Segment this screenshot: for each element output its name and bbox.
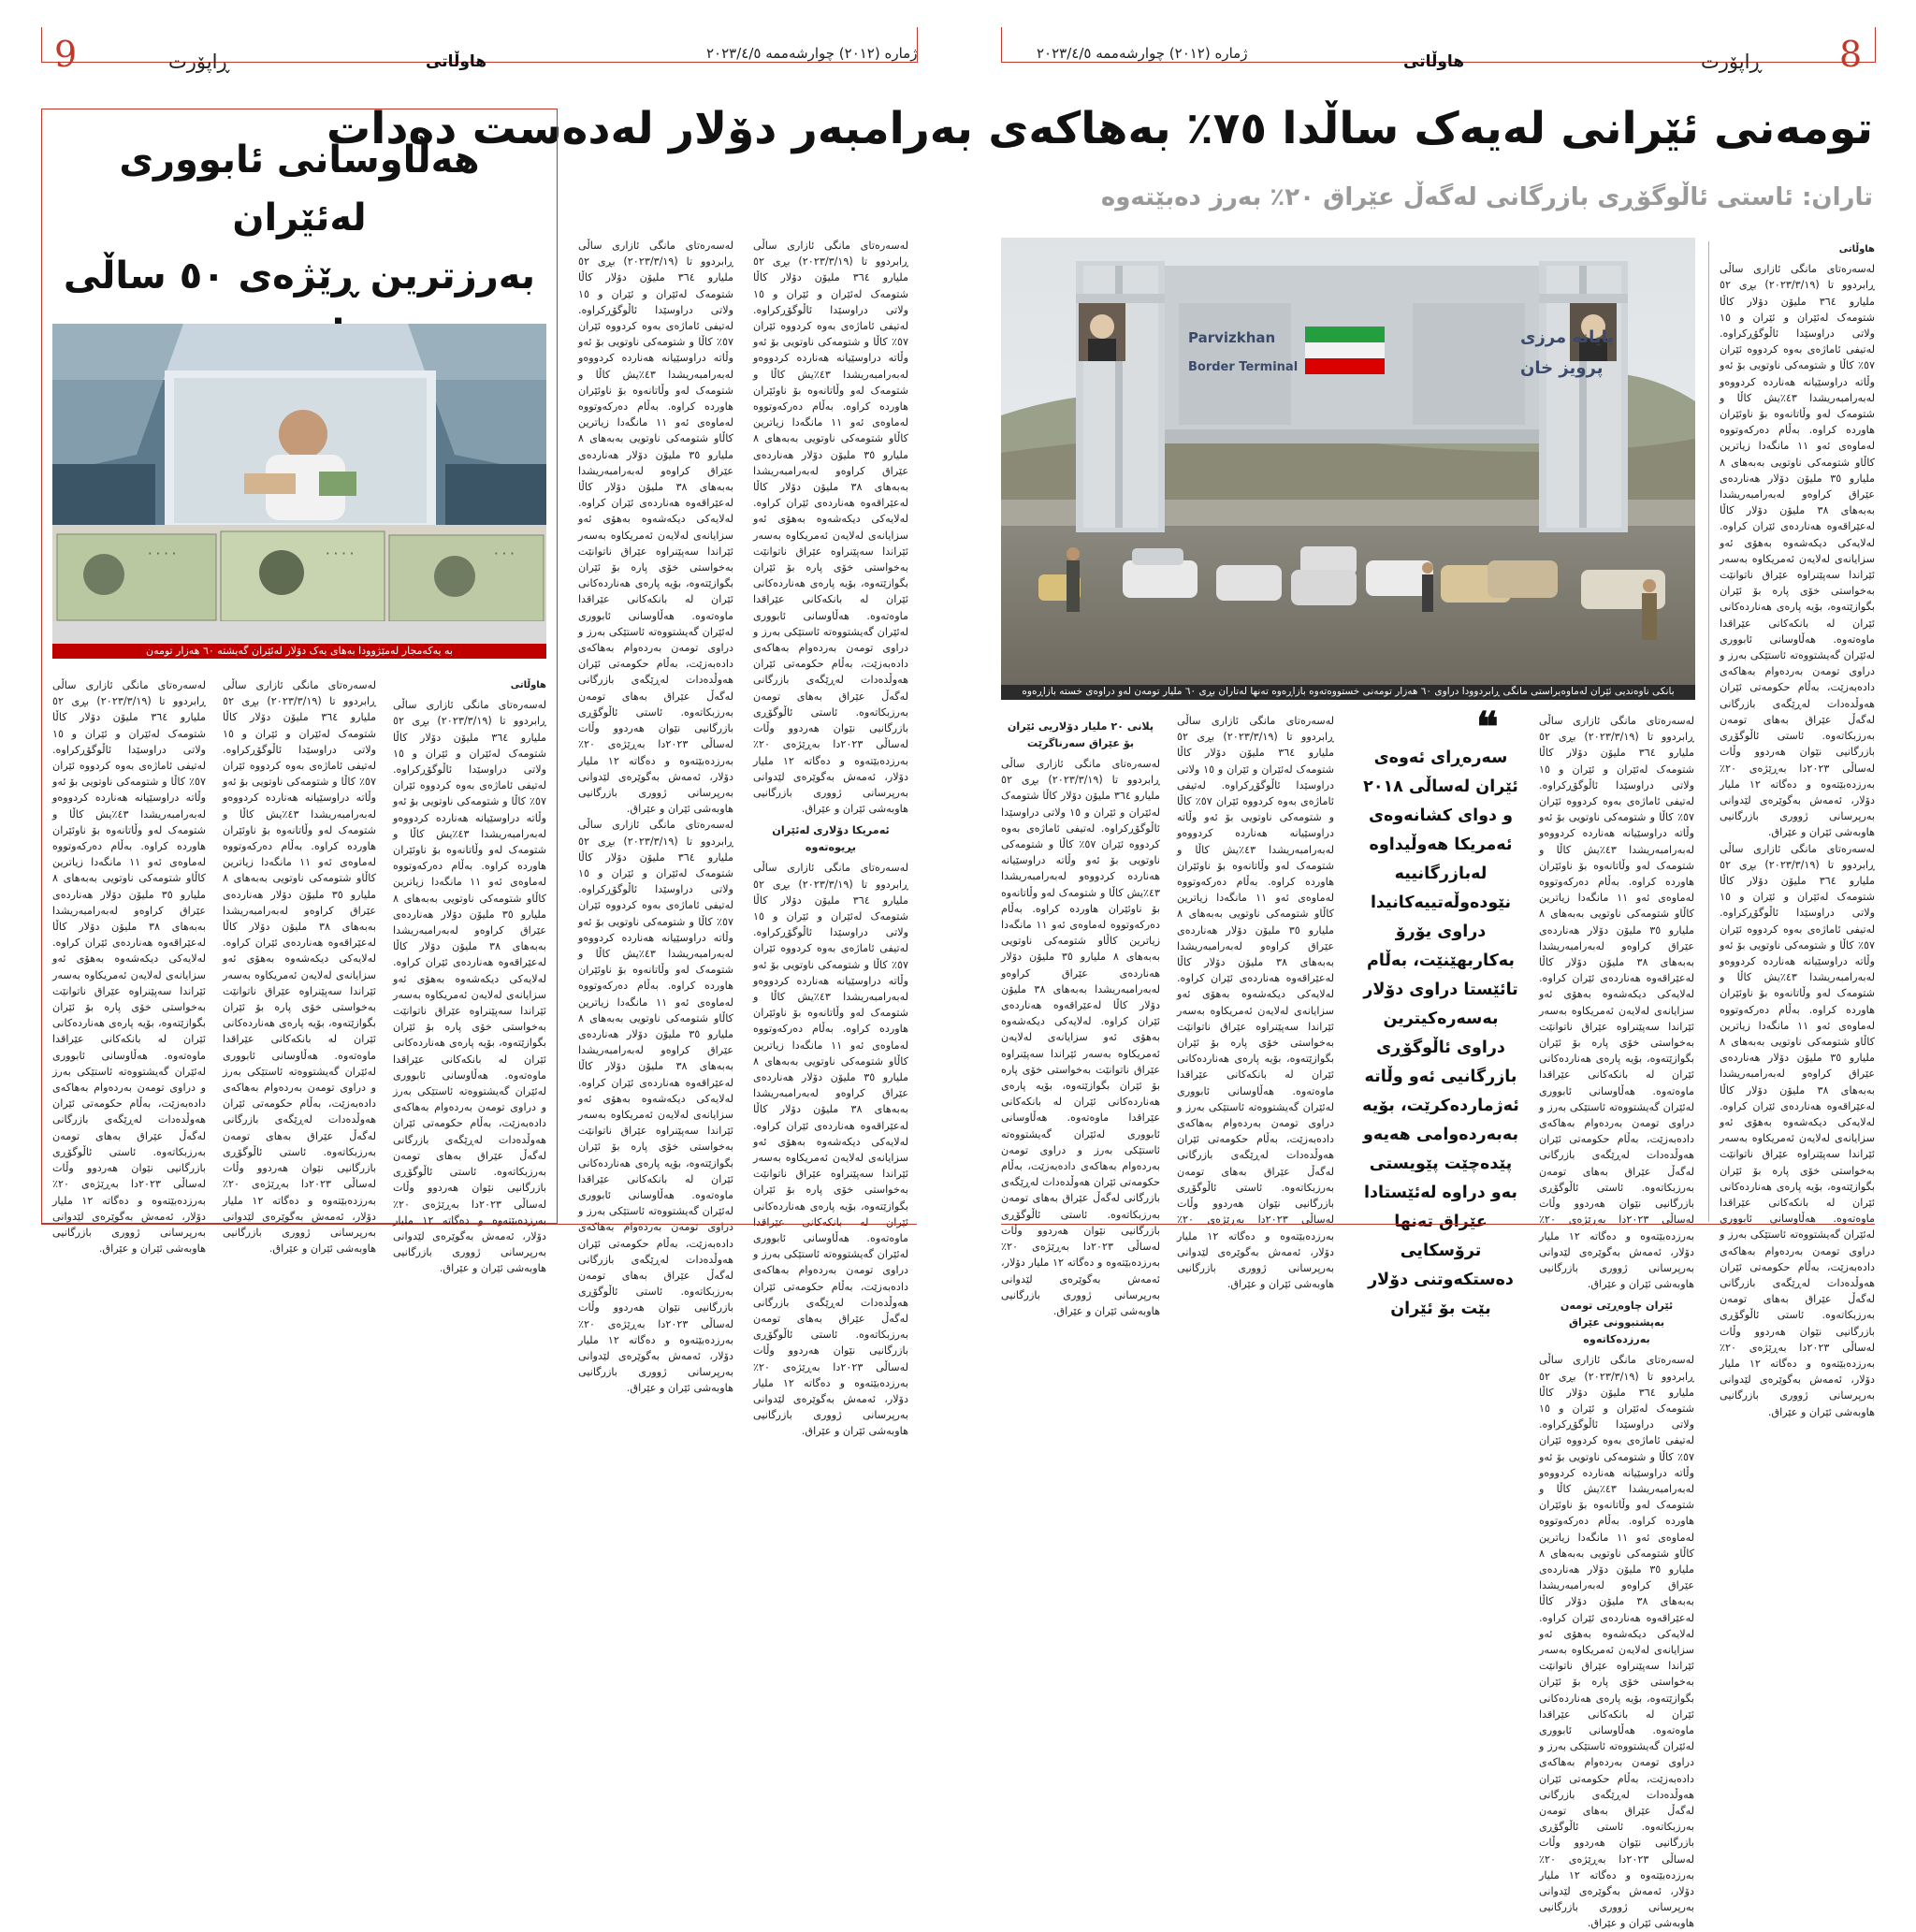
main-article-column-5 [753, 238, 909, 1438]
side-column-3-text: لەسەرەتای مانگی ئازاری ساڵی ڕابردوو تا (٢٠٢٣/٣/١٩) بڕی ٥٢ ملیارو ٣٦٤ ملیۆن دۆلار کاڵا شتومەک لەئێران و ئێران و ١٥ ولاتی دراوسێدا ئاڵوگۆڕکراوە. لەتیفی ئاماژەی بەوە کردووە ئێران ٥٧٪ کاڵا و شتومەکی ناوتویی بۆ ئەو وڵاتە دراوسێیانە هەناردە کردووەو لەبەرامبەریشدا ٤٣٪یش کاڵا و شتومەک لەو وڵاتانەوە بۆ ناوئێران هاوردە کراوە. بەڵام دەرکەوتووە لەماوەی ئەو ١١ مانگەدا زیاترین کاڵاو شتومەکی ناوتویی بەبەهای ٨ ملیارو ٣٥ ملیۆن دۆلار هەناردەی عێراق کراوەو لەبەرامبەریشدا بەبەهای ٣٨ ملیۆن دۆلار کاڵا لەعێراقەوە هەناردەی ئێران کراوە. لەلایەکی دیکەشەوە بەهۆی ئەو سزایانەی لەلایەن ئەمریکاوە بەسەر ئێراندا سەپێنراوە عێراق ناتوانێت بەخواستی خۆی پارە بۆ ئێران بگوازێتەوە، بۆیە پارەی هەناردەکانی ئێران لە بانکەکانی عێراقدا ماوەتەوە. هەڵاوسانی ئابووری لەئێران گەیشتووەتە ئاستێکی بەرز و دراوی تومەن بەردەوام بەهاکەی دادەبەزێت، بەڵام حکومەتی ئێران هەوڵدەدات لەڕێگەی بازرگانی لەگەڵ عێراق بەهای تومەن بەرزبکاتەوە. ئاستی ئاڵوگۆڕی بازرگانیی نێوان هەردوو وڵات لەساڵی ٢٠٢٣دا بەڕێژەی ٢٠٪ بەرزدەبێتەوە و دەگاتە ١٢ ملیار دۆلار، ئەمەش بەگوێرەی لێدوانی بەرپرسانی ژووری بازرگانیی هاوبەشی ئێران و عێراق. [52, 679, 207, 1256]
main-column-4-text: لەسەرەتای مانگی ئازاری ساڵی ڕابردوو تا (٢٠٢٣/٣/١٩) بڕی ٥٢ ملیارو ٣٦٤ ملیۆن دۆلار کاڵا شتومەک لەئێران و ئێران و ١٥ ولاتی دراوسێدا ئاڵوگۆڕکراوە. لەتیفی ئاماژەی بەوە کردووە ئێران ٥٧٪ کاڵا و شتومەکی ناوتویی بۆ ئەو وڵاتە دراوسێیانە هەناردە کردووەو لەبەرامبەریشدا ٤٣٪یش کاڵا و شتومەک لەو وڵاتانەوە بۆ ناوئێران هاوردە کراوە. بەڵام دەرکەوتووە لەماوەی ئەو ١١ مانگەدا زیاترین کاڵاو شتومەکی ناوتویی بەبەهای ٨ ملیارو ٣٥ ملیۆن دۆلار هەناردەی عێراق کراوەو لەبەرامبەریشدا بەبەهای ٣٨ ملیۆن دۆلار کاڵا لەعێراقەوە هەناردەی ئێران کراوە. لەلایەکی دیکەشەوە بەهۆی ئەو سزایانەی لەلایەن ئەمریکاوە بەسەر ئێراندا سەپێنراوە عێراق ناتوانێت بەخواستی خۆی پارە بۆ ئێران بگوازێتەوە، بۆیە پارەی هەناردەکانی ئێران لە بانکەکانی عێراقدا ماوەتەوە. هەڵاوسانی ئابووری لەئێران گەیشتووەتە ئاستێکی بەرز و دراوی تومەن بەردەوام بەهاکەی دادەبەزێت، بەڵام حکومەتی ئێران هەوڵدەدات لەڕێگەی بازرگانی لەگەڵ عێراق بەهای تومەن بەرزبکاتەوە. ئاستی ئاڵوگۆڕی بازرگانیی نێوان هەردوو وڵات لەساڵی ٢٠٢٣دا بەڕێژەی ٢٠٪ بەرزدەبێتەوە و دەگاتە ١٢ ملیار دۆلار، ئەمەش بەگوێرەی لێدوانی بەرپرسانی ژووری بازرگانیی هاوبەشی ئێران و عێراق. [1001, 758, 1161, 1317]
main-headline: تومەنی ئێرانی لەیەک ساڵدا ٧٥٪ بەهاکەی بەرامبەر دۆلار لەدەست دەدات [327, 103, 1873, 154]
main-article-column-4 [1001, 713, 1161, 1317]
main-article-column-2 [1539, 713, 1695, 1930]
side-column-2-text: لەسەرەتای مانگی ئازاری ساڵی ڕابردوو تا (٢٠٢٣/٣/١٩) بڕی ٥٢ ملیارو ٣٦٤ ملیۆن دۆلار کاڵا شتومەک لەئێران و ئێران و ١٥ ولاتی دراوسێدا ئاڵوگۆڕکراوە. لەتیفی ئاماژەی بەوە کردووە ئێران ٥٧٪ کاڵا و شتومەکی ناوتویی بۆ ئەو وڵاتە دراوسێیانە هەناردە کردووەو لەبەرامبەریشدا ٤٣٪یش کاڵا و شتومەک لەو وڵاتانەوە بۆ ناوئێران هاوردە کراوە. بەڵام دەرکەوتووە لەماوەی ئەو ١١ مانگەدا زیاترین کاڵاو شتومەکی ناوتویی بەبەهای ٨ ملیارو ٣٥ ملیۆن دۆلار هەناردەی عێراق کراوەو لەبەرامبەریشدا بەبەهای ٣٨ ملیۆن دۆلار کاڵا لەعێراقەوە هەناردەی ئێران کراوە. لەلایەکی دیکەشەوە بەهۆی ئەو سزایانەی لەلایەن ئەمریکاوە بەسەر ئێراندا سەپێنراوە عێراق ناتوانێت بەخواستی خۆی پارە بۆ ئێران بگوازێتەوە، بۆیە پارەی هەناردەکانی ئێران لە بانکەکانی عێراقدا ماوەتەوە. هەڵاوسانی ئابووری لەئێران گەیشتووەتە ئاستێکی بەرز و دراوی تومەن بەردەوام بەهاکەی دادەبەزێت، بەڵام حکومەتی ئێران هەوڵدەدات لەڕێگەی بازرگانی لەگەڵ عێراق بەهای تومەن بەرزبکاتەوە. ئاستی ئاڵوگۆڕی بازرگانیی نێوان هەردوو وڵات لەساڵی ٢٠٢٣دا بەڕێژەی ٢٠٪ بەرزدەبێتەوە و دەگاتە ١٢ ملیار دۆلار، ئەمەش بەگوێرەی لێدوانی بەرپرسانی ژووری بازرگانیی هاوبەشی ئێران و عێراق. [223, 679, 377, 1256]
main-column-5-text-2: لەسەرەتای مانگی ئازاری ساڵی ڕابردوو تا (٢٠٢٣/٣/١٩) بڕی ٥٢ ملیارو ٣٦٤ ملیۆن دۆلار کاڵا شتومەک لەئێران و ئێران و ١٥ ولاتی دراوسێدا ئاڵوگۆڕکراوە. لەتیفی ئاماژەی بەوە کردووە ئێران ٥٧٪ کاڵا و شتومەکی ناوتویی بۆ ئەو وڵاتە دراوسێیانە هەناردە کردووەو لەبەرامبەریشدا ٤٣٪یش کاڵا و شتومەک لەو وڵاتانەوە بۆ ناوئێران هاوردە کراوە. بەڵام دەرکەوتووە لەماوەی ئەو ١١ مانگەدا زیاترین کاڵاو شتومەکی ناوتویی بەبەهای ٨ ملیارو ٣٥ ملیۆن دۆلار هەناردەی عێراق کراوەو لەبەرامبەریشدا بەبەهای ٣٨ ملیۆن دۆلار کاڵا لەعێراقەوە هەناردەی ئێران کراوە. لەلایەکی دیکەشەوە بەهۆی ئەو سزایانەی لەلایەن ئەمریکاوە بەسەر ئێراندا سەپێنراوە عێراق ناتوانێت بەخواستی خۆی پارە بۆ ئێران بگوازێتەوە، بۆیە پارەی هەناردەکانی ئێران لە بانکەکانی عێراقدا ماوەتەوە. هەڵاوسانی ئابووری لەئێران گەیشتووەتە ئاستێکی بەرز و دراوی تومەن بەردەوام بەهاکەی دادەبەزێت، بەڵام حکومەتی ئێران هەوڵدەدات لەڕێگەی بازرگانی لەگەڵ عێراق بەهای تومەن بەرزبکاتەوە. ئاستی ئاڵوگۆڕی بازرگانیی نێوان هەردوو وڵات لەساڵی ٢٠٢٣دا بەڕێژەی ٢٠٪ بەرزدەبێتەوە و دەگاتە ١٢ ملیار دۆلار، ئەمەش بەگوێرەی لێدوانی بەرپرسانی ژووری بازرگانیی هاوبەشی ئێران و عێراق. [753, 862, 909, 1438]
subhead-tomen: ئێران چاوەڕێی تومەن بەپشتبوونی عێراق بەرزدەکاتەوە [1560, 1300, 1674, 1346]
right-page-header-tick-end [1875, 27, 1876, 63]
terminal-sign-ku: پایانە مرزی [1520, 327, 1615, 347]
subhead-america-dollar: ئەمریکا دۆلاری لەئێران بڕیوەتەوە [772, 824, 890, 854]
bottom-rule-left [41, 1224, 917, 1225]
main-column-3-text: لەسەرەتای مانگی ئازاری ساڵی ڕابردوو تا (٢٠٢٣/٣/١٩) بڕی ٥٢ ملیارو ٣٦٤ ملیۆن دۆلار کاڵا شتومەک لەئێران و ئێران و ١٥ ولاتی دراوسێدا ئاڵوگۆڕکراوە. لەتیفی ئاماژەی بەوە کردووە ئێران ٥٧٪ کاڵا و شتومەکی ناوتویی بۆ ئەو وڵاتە دراوسێیانە هەناردە کردووەو لەبەرامبەریشدا ٤٣٪یش کاڵا و شتومەک لەو وڵاتانەوە بۆ ناوئێران هاوردە کراوە. بەڵام دەرکەوتووە لەماوەی ئەو ١١ مانگەدا زیاترین کاڵاو شتومەکی ناوتویی بەبەهای ٨ ملیارو ٣٥ ملیۆن دۆلار هەناردەی عێراق کراوەو لەبەرامبەریشدا بەبەهای ٣٨ ملیۆن دۆلار کاڵا لەعێراقەوە هەناردەی ئێران کراوە. لەلایەکی دیکەشەوە بەهۆی ئەو سزایانەی لەلایەن ئەمریکاوە بەسەر ئێراندا سەپێنراوە عێراق ناتوانێت بەخواستی خۆی پارە بۆ ئێران بگوازێتەوە، بۆیە پارەی هەناردەکانی ئێران لە بانکەکانی عێراقدا ماوەتەوە. هەڵاوسانی ئابووری لەئێران گەیشتووەتە ئاستێکی بەرز و دراوی تومەن بەردەوام بەهاکەی دادەبەزێت، بەڵام حکومەتی ئێران هەوڵدەدات لەڕێگەی بازرگانی لەگەڵ عێراق بەهای تومەن بەرزبکاتەوە. ئاستی ئاڵوگۆڕی بازرگانیی نێوان هەردوو وڵات لەساڵی ٢٠٢٣دا بەڕێژەی ٢٠٪ بەرزدەبێتەوە و دەگاتە ١٢ ملیار دۆلار، ئەمەش بەگوێرەی لێدوانی بەرپرسانی ژووری بازرگانیی هاوبەشی ئێران و عێراق. [1177, 715, 1335, 1291]
page-number-left: 9 [54, 34, 78, 75]
main-column-5-text: لەسەرەتای مانگی ئازاری ساڵی ڕابردوو تا (٢٠٢٣/٣/١٩) بڕی ٥٢ ملیارو ٣٦٤ ملیۆن دۆلار کاڵا شتومەک لەئێران و ئێران و ١٥ ولاتی دراوسێدا ئاڵوگۆڕکراوە. لەتیفی ئاماژەی بەوە کردووە ئێران ٥٧٪ کاڵا و شتومەکی ناوتویی بۆ ئەو وڵاتە دراوسێیانە هەناردە کردووەو لەبەرامبەریشدا ٤٣٪یش کاڵا و شتومەک لەو وڵاتانەوە بۆ ناوئێران هاوردە کراوە. بەڵام دەرکەوتووە لەماوەی ئەو ١١ مانگەدا زیاترین کاڵاو شتومەکی ناوتویی بەبەهای ٨ ملیارو ٣٥ ملیۆن دۆلار هەناردەی عێراق کراوەو لەبەرامبەریشدا بەبەهای ٣٨ ملیۆن دۆلار کاڵا لەعێراقەوە هەناردەی ئێران کراوە. لەلایەکی دیکەشەوە بەهۆی ئەو سزایانەی لەلایەن ئەمریکاوە بەسەر ئێراندا سەپێنراوە عێراق ناتوانێت بەخواستی خۆی پارە بۆ ئێران بگوازێتەوە، بۆیە پارەی هەناردەکانی ئێران لە بانکەکانی عێراقدا ماوەتەوە. هەڵاوسانی ئابووری لەئێران گەیشتووەتە ئاستێکی بەرز و دراوی تومەن بەردەوام بەهاکەی دادەبەزێت، بەڵام حکومەتی ئێران هەوڵدەدات لەڕێگەی بازرگانی لەگەڵ عێراق بەهای تومەن بەرزبکاتەوە. ئاستی ئاڵوگۆڕی بازرگانیی نێوان هەردوو وڵات لەساڵی ٢٠٢٣دا بەڕێژەی ٢٠٪ بەرزدەبێتەوە و دەگاتە ١٢ ملیار دۆلار، ئەمەش بەگوێرەی لێدوانی بەرپرسانی ژووری بازرگانیی هاوبەشی ئێران و عێراق. [753, 240, 909, 816]
main-subheadline: تاران: ئاستی ئاڵوگۆڕی بازرگانی لەگەڵ عێراق ٢٠٪ بەرز دەبێتەوە [1100, 183, 1873, 211]
side-headline-line-1: هەڵاوسانی ئابووری لەئێران [119, 138, 480, 240]
main-article-column-6 [578, 238, 734, 1395]
main-column-6-text-2: لەسەرەتای مانگی ئازاری ساڵی ڕابردوو تا (٢٠٢٣/٣/١٩) بڕی ٥٢ ملیارو ٣٦٤ ملیۆن دۆلار کاڵا شتومەک لەئێران و ئێران و ١٥ ولاتی دراوسێدا ئاڵوگۆڕکراوە. لەتیفی ئاماژەی بەوە کردووە ئێران ٥٧٪ کاڵا و شتومەکی ناوتویی بۆ ئەو وڵاتە دراوسێیانە هەناردە کردووەو لەبەرامبەریشدا ٤٣٪یش کاڵا و شتومەک لەو وڵاتانەوە بۆ ناوئێران هاوردە کراوە. بەڵام دەرکەوتووە لەماوەی ئەو ١١ مانگەدا زیاترین کاڵاو شتومەکی ناوتویی بەبەهای ٨ ملیارو ٣٥ ملیۆن دۆلار هەناردەی عێراق کراوەو لەبەرامبەریشدا بەبەهای ٣٨ ملیۆن دۆلار کاڵا لەعێراقەوە هەناردەی ئێران کراوە. لەلایەکی دیکەشەوە بەهۆی ئەو سزایانەی لەلایەن ئەمریکاوە بەسەر ئێراندا سەپێنراوە عێراق ناتوانێت بەخواستی خۆی پارە بۆ ئێران بگوازێتەوە، بۆیە پارەی هەناردەکانی ئێران لە بانکەکانی عێراقدا ماوەتەوە. هەڵاوسانی ئابووری لەئێران گەیشتووەتە ئاستێکی بەرز و دراوی تومەن بەردەوام بەهاکەی دادەبەزێت، بەڵام حکومەتی ئێران هەوڵدەدات لەڕێگەی بازرگانی لەگەڵ عێراق بەهای تومەن بەرزبکاتەوە. ئاستی ئاڵوگۆڕی بازرگانیی نێوان هەردوو وڵات لەساڵی ٢٠٢٣دا بەڕێژەی ٢٠٪ بەرزدەبێتەوە و دەگاتە ١٢ ملیار دۆلار، ئەمەش بەگوێرەی لێدوانی بەرپرسانی ژووری بازرگانیی هاوبەشی ئێران و عێراق. [578, 819, 734, 1395]
main-column-2-text-2: لەسەرەتای مانگی ئازاری ساڵی ڕابردوو تا (٢٠٢٣/٣/١٩) بڕی ٥٢ ملیارو ٣٦٤ ملیۆن دۆلار کاڵا شتومەک لەئێران و ئێران و ١٥ ولاتی دراوسێدا ئاڵوگۆڕکراوە. لەتیفی ئاماژەی بەوە کردووە ئێران ٥٧٪ کاڵا و شتومەکی ناوتویی بۆ ئەو وڵاتە دراوسێیانە هەناردە کردووەو لەبەرامبەریشدا ٤٣٪یش کاڵا و شتومەک لەو وڵاتانەوە بۆ ناوئێران هاوردە کراوە. بەڵام دەرکەوتووە لەماوەی ئەو ١١ مانگەدا زیاترین کاڵاو شتومەکی ناوتویی بەبەهای ٨ ملیارو ٣٥ ملیۆن دۆلار هەناردەی عێراق کراوەو لەبەرامبەریشدا بەبەهای ٣٨ ملیۆن دۆلار کاڵا لەعێراقەوە هەناردەی ئێران کراوە. لەلایەکی دیکەشەوە بەهۆی ئەو سزایانەی لەلایەن ئەمریکاوە بەسەر ئێراندا سەپێنراوە عێراق ناتوانێت بەخواستی خۆی پارە بۆ ئێران بگوازێتەوە، بۆیە پارەی هەناردەکانی ئێران لە بانکەکانی عێراقدا ماوەتەوە. هەڵاوسانی ئابووری لەئێران گەیشتووەتە ئاستێکی بەرز و دراوی تومەن بەردەوام بەهاکەی دادەبەزێت، بەڵام حکومەتی ئێران هەوڵدەدات لەڕێگەی بازرگانی لەگەڵ عێراق بەهای تومەن بەرزبکاتەوە. ئاستی ئاڵوگۆڕی بازرگانیی نێوان هەردوو وڵات لەساڵی ٢٠٢٣دا بەڕێژەی ٢٠٪ بەرزدەبێتەوە و دەگاتە ١٢ ملیار دۆلار، ئەمەش بەگوێرەی لێدوانی بەرپرسانی ژووری بازرگانیی هاوبەشی ئێران و عێراق. [1539, 1354, 1695, 1930]
svg-text:۰۰۰۰: ۰۰۰۰ [324, 544, 356, 561]
currency-exchange-photo [52, 324, 546, 644]
side-article-column-1 [393, 677, 547, 1275]
main-article-column-1 [1720, 241, 1876, 1418]
newspaper-logo-left: هاوڵاتی [426, 52, 487, 71]
subhead-20-billion: پلانی ٢٠ ملیار دۆلاریی ئێران بۆ عێراق سەرناگرێت [1007, 720, 1154, 749]
issue-info-right: ژمارە (٢٠١٢) چوارشەممە ٢٠٢٣/٤/٥ [1037, 45, 1248, 62]
main-column-6-text: لەسەرەتای مانگی ئازاری ساڵی ڕابردوو تا (٢٠٢٣/٣/١٩) بڕی ٥٢ ملیارو ٣٦٤ ملیۆن دۆلار کاڵا شتومەک لەئێران و ئێران و ١٥ ولاتی دراوسێدا ئاڵوگۆڕکراوە. لەتیفی ئاماژەی بەوە کردووە ئێران ٥٧٪ کاڵا و شتومەکی ناوتویی بۆ ئەو وڵاتە دراوسێیانە هەناردە کردووەو لەبەرامبەریشدا ٤٣٪یش کاڵا و شتومەک لەو وڵاتانەوە بۆ ناوئێران هاوردە کراوە. بەڵام دەرکەوتووە لەماوەی ئەو ١١ مانگەدا زیاترین کاڵاو شتومەکی ناوتویی بەبەهای ٨ ملیارو ٣٥ ملیۆن دۆلار هەناردەی عێراق کراوەو لەبەرامبەریشدا بەبەهای ٣٨ ملیۆن دۆلار کاڵا لەعێراقەوە هەناردەی ئێران کراوە. لەلایەکی دیکەشەوە بەهۆی ئەو سزایانەی لەلایەن ئەمریکاوە بەسەر ئێراندا سەپێنراوە عێراق ناتوانێت بەخواستی خۆی پارە بۆ ئێران بگوازێتەوە، بۆیە پارەی هەناردەکانی ئێران لە بانکەکانی عێراقدا ماوەتەوە. هەڵاوسانی ئابووری لەئێران گەیشتووەتە ئاستێکی بەرز و دراوی تومەن بەردەوام بەهاکەی دادەبەزێت، بەڵام حکومەتی ئێران هەوڵدەدات لەڕێگەی بازرگانی لەگەڵ عێراق بەهای تومەن بەرزبکاتەوە. ئاستی ئاڵوگۆڕی بازرگانیی نێوان هەردوو وڵات لەساڵی ٢٠٢٣دا بەڕێژەی ٢٠٪ بەرزدەبێتەوە و دەگاتە ١٢ ملیار دۆلار، ئەمەش بەگوێرەی لێدوانی بەرپرسانی ژووری بازرگانیی هاوبەشی ئێران و عێراق. [578, 240, 734, 816]
newspaper-logo-right: هاوڵاتی [1403, 52, 1465, 71]
currency-exchange-image [52, 324, 546, 644]
page-number-right: 8 [1839, 34, 1863, 75]
main-article-column-3 [1177, 713, 1335, 1291]
main-column-2-text: لەسەرەتای مانگی ئازاری ساڵی ڕابردوو تا (٢٠٢٣/٣/١٩) بڕی ٥٢ ملیارو ٣٦٤ ملیۆن دۆلار کاڵا شتومەک لەئێران و ئێران و ١٥ ولاتی دراوسێدا ئاڵوگۆڕکراوە. لەتیفی ئاماژەی بەوە کردووە ئێران ٥٧٪ کاڵا و شتومەکی ناوتویی بۆ ئەو وڵاتە دراوسێیانە هەناردە کردووەو لەبەرامبەریشدا ٤٣٪یش کاڵا و شتومەک لەو وڵاتانەوە بۆ ناوئێران هاوردە کراوە. بەڵام دەرکەوتووە لەماوەی ئەو ١١ مانگەدا زیاترین کاڵاو شتومەکی ناوتویی بەبەهای ٨ ملیارو ٣٥ ملیۆن دۆلار هەناردەی عێراق کراوەو لەبەرامبەریشدا بەبەهای ٣٨ ملیۆن دۆلار کاڵا لەعێراقەوە هەناردەی ئێران کراوە. لەلایەکی دیکەشەوە بەهۆی ئەو سزایانەی لەلایەن ئەمریکاوە بەسەر ئێراندا سەپێنراوە عێراق ناتوانێت بەخواستی خۆی پارە بۆ ئێران بگوازێتەوە، بۆیە پارەی هەناردەکانی ئێران لە بانکەکانی عێراقدا ماوەتەوە. هەڵاوسانی ئابووری لەئێران گەیشتووەتە ئاستێکی بەرز و دراوی تومەن بەردەوام بەهاکەی دادەبەزێت، بەڵام حکومەتی ئێران هەوڵدەدات لەڕێگەی بازرگانی لەگەڵ عێراق بەهای تومەن بەرزبکاتەوە. ئاستی ئاڵوگۆڕی بازرگانیی نێوان هەردوو وڵات لەساڵی ٢٠٢٣دا بەڕێژەی ٢٠٪ بەرزدەبێتەوە و دەگاتە ١٢ ملیار دۆلار، ئەمەش بەگوێرەی لێدوانی بەرپرسانی ژووری بازرگانیی هاوبەشی ئێران و عێراق. [1539, 715, 1695, 1291]
side-article-column-3 [52, 677, 207, 1256]
quote-mark-icon: ❝ [1476, 704, 1499, 751]
left-page-header-tick [41, 27, 42, 63]
svg-text:۰۰۰۰: ۰۰۰۰ [146, 544, 179, 561]
side-byline: هاوڵاتی [510, 680, 546, 690]
bottom-rule-right [1001, 1224, 1875, 1225]
currency-photo-caption: بە یەکەمجار لەمێژوودا بەهای یەک دۆلار لەئێران گەیشتە ٦٠ هەزار تومەن [52, 644, 546, 659]
border-terminal-photo [1001, 238, 1695, 685]
border-terminal-image [1001, 238, 1695, 685]
terminal-sign-en-2: Border Terminal [1188, 360, 1299, 374]
main-byline: هاوڵاتی [1838, 244, 1875, 254]
border-photo-caption: بانکی ناوەندیی ئێران لەماوەیراستی مانگی ڕابردوودا دراوی ٦٠ هەزار تومەنی خستووەتەوە بازاڕەوە تەنها لەتاران بڕی ٦٠ ملیار تومەن لەو دراوەی خستە بازاڕەوە [1001, 685, 1695, 700]
terminal-sign-en: Parvizkhan [1188, 329, 1276, 346]
main-column-1-text: لەسەرەتای مانگی ئازاری ساڵی ڕابردوو تا (٢٠٢٣/٣/١٩) بڕی ٥٢ ملیارو ٣٦٤ ملیۆن دۆلار کاڵا شتومەک لەئێران و ئێران و ١٥ ولاتی دراوسێدا ئاڵوگۆڕکراوە. لەتیفی ئاماژەی بەوە کردووە ئێران ٥٧٪ کاڵا و شتومەکی ناوتویی بۆ ئەو وڵاتە دراوسێیانە هەناردە کردووەو لەبەرامبەریشدا ٤٣٪یش کاڵا و شتومەک لەو وڵاتانەوە بۆ ناوئێران هاوردە کراوە. بەڵام دەرکەوتووە لەماوەی ئەو ١١ مانگەدا زیاترین کاڵاو شتومەکی ناوتویی بەبەهای ٨ ملیارو ٣٥ ملیۆن دۆلار هەناردەی عێراق کراوەو لەبەرامبەریشدا بەبەهای ٣٨ ملیۆن دۆلار کاڵا لەعێراقەوە هەناردەی ئێران کراوە. لەلایەکی دیکەشەوە بەهۆی ئەو سزایانەی لەلایەن ئەمریکاوە بەسەر ئێراندا سەپێنراوە عێراق ناتوانێت بەخواستی خۆی پارە بۆ ئێران بگوازێتەوە، بۆیە پارەی هەناردەکانی ئێران لە بانکەکانی عێراقدا ماوەتەوە. هەڵاوسانی ئابووری لەئێران گەیشتووەتە ئاستێکی بەرز و دراوی تومەن بەردەوام بەهاکەی دادەبەزێت، بەڵام حکومەتی ئێران هەوڵدەدات لەڕێگەی بازرگانی لەگەڵ عێراق بەهای تومەن بەرزبکاتەوە. ئاستی ئاڵوگۆڕی بازرگانیی نێوان هەردوو وڵات لەساڵی ٢٠٢٣دا بەڕێژەی ٢٠٪ بەرزدەبێتەوە و دەگاتە ١٢ ملیار دۆلار، ئەمەش بەگوێرەی لێدوانی بەرپرسانی ژووری بازرگانیی هاوبەشی ئێران و عێراق. [1720, 263, 1876, 839]
side-column-1-text: لەسەرەتای مانگی ئازاری ساڵی ڕابردوو تا (٢٠٢٣/٣/١٩) بڕی ٥٢ ملیارو ٣٦٤ ملیۆن دۆلار کاڵا شتومەک لەئێران و ئێران و ١٥ ولاتی دراوسێدا ئاڵوگۆڕکراوە. لەتیفی ئاماژەی بەوە کردووە ئێران ٥٧٪ کاڵا و شتومەکی ناوتویی بۆ ئەو وڵاتە دراوسێیانە هەناردە کردووەو لەبەرامبەریشدا ٤٣٪یش کاڵا و شتومەک لەو وڵاتانەوە بۆ ناوئێران هاوردە کراوە. بەڵام دەرکەوتووە لەماوەی ئەو ١١ مانگەدا زیاترین کاڵاو شتومەکی ناوتویی بەبەهای ٨ ملیارو ٣٥ ملیۆن دۆلار هەناردەی عێراق کراوەو لەبەرامبەریشدا بەبەهای ٣٨ ملیۆن دۆلار کاڵا لەعێراقەوە هەناردەی ئێران کراوە. لەلایەکی دیکەشەوە بەهۆی ئەو سزایانەی لەلایەن ئەمریکاوە بەسەر ئێراندا سەپێنراوە عێراق ناتوانێت بەخواستی خۆی پارە بۆ ئێران بگوازێتەوە، بۆیە پارەی هەناردەکانی ئێران لە بانکەکانی عێراقدا ماوەتەوە. هەڵاوسانی ئابووری لەئێران گەیشتووەتە ئاستێکی بەرز و دراوی تومەن بەردەوام بەهاکەی دادەبەزێت، بەڵام حکومەتی ئێران هەوڵدەدات لەڕێگەی بازرگانی لەگەڵ عێراق بەهای تومەن بەرزبکاتەوە. ئاستی ئاڵوگۆڕی بازرگانیی نێوان هەردوو وڵات لەساڵی ٢٠٢٣دا بەڕێژەی ٢٠٪ بەرزدەبێتەوە و دەگاتە ١٢ ملیار دۆلار، ئەمەش بەگوێرەی لێدوانی بەرپرسانی ژووری بازرگانیی هاوبەشی ئێران و عێراق. [393, 699, 547, 1275]
section-label-left: ڕاپۆرت [168, 51, 230, 73]
column-divider [1708, 241, 1709, 1222]
issue-info-left: ژمارە (٢٠١٢) چوارشەممە ٢٠٢٣/٤/٥ [706, 45, 918, 62]
side-article-column-2 [223, 677, 377, 1256]
pull-quote: سەرەڕای ئەوەی ئێران لەساڵی ٢٠١٨ و دوای کشانەوەی ئەمریکا هەوڵیداوە لەبازرگانییە نێودەوڵەتییەکانیدا دراوی یۆرۆ بەکاربهێنێت، بەڵام تائێستا دراوی دۆلار بەسەرەکیترین دراوی ئاڵوگۆڕی بازرگانیی ئەو وڵاتە ئەژماردەکرێت، بۆیە بەبەردەوامی هەیەو پێدەچێت پێویستی بەو دراوە لەئێستادا عێراق تەنها ترۆسکایی دەستکەوتنی دۆلار بێت بۆ ئێران [1362, 748, 1519, 1318]
terminal-sign-ku-2: پرویز خان [1520, 358, 1604, 378]
section-label-right: ڕاپۆرت [1701, 51, 1763, 73]
right-page-header-tick [1001, 27, 1002, 63]
svg-text:۰۰۰: ۰۰۰ [492, 544, 516, 561]
side-headline-line-2: بەرزترین ڕێژەی ٥٠ ساڵی [63, 254, 536, 298]
main-column-1-text-2: لەسەرەتای مانگی ئازاری ساڵی ڕابردوو تا (٢٠٢٣/٣/١٩) بڕی ٥٢ ملیارو ٣٦٤ ملیۆن دۆلار کاڵا شتومەک لەئێران و ئێران و ١٥ ولاتی دراوسێدا ئاڵوگۆڕکراوە. لەتیفی ئاماژەی بەوە کردووە ئێران ٥٧٪ کاڵا و شتومەکی ناوتویی بۆ ئەو وڵاتە دراوسێیانە هەناردە کردووەو لەبەرامبەریشدا ٤٣٪یش کاڵا و شتومەک لەو وڵاتانەوە بۆ ناوئێران هاوردە کراوە. بەڵام دەرکەوتووە لەماوەی ئەو ١١ مانگەدا زیاترین کاڵاو شتومەکی ناوتویی بەبەهای ٨ ملیارو ٣٥ ملیۆن دۆلار هەناردەی عێراق کراوەو لەبەرامبەریشدا بەبەهای ٣٨ ملیۆن دۆلار کاڵا لەعێراقەوە هەناردەی ئێران کراوە. لەلایەکی دیکەشەوە بەهۆی ئەو سزایانەی لەلایەن ئەمریکاوە بەسەر ئێراندا سەپێنراوە عێراق ناتوانێت بەخواستی خۆی پارە بۆ ئێران بگوازێتەوە، بۆیە پارەی هەناردەکانی ئێران لە بانکەکانی عێراقدا ماوەتەوە. هەڵاوسانی ئابووری لەئێران گەیشتووەتە ئاستێکی بەرز و دراوی تومەن بەردەوام بەهاکەی دادەبەزێت، بەڵام حکومەتی ئێران هەوڵدەدات لەڕێگەی بازرگانی لەگەڵ عێراق بەهای تومەن بەرزبکاتەوە. ئاستی ئاڵوگۆڕی بازرگانیی نێوان هەردوو وڵات لەساڵی ٢٠٢٣دا بەڕێژەی ٢٠٪ بەرزدەبێتەوە و دەگاتە ١٢ ملیار دۆلار، ئەمەش بەگوێرەی لێدوانی بەرپرسانی ژووری بازرگانیی هاوبەشی ئێران و عێراق. [1720, 842, 1876, 1418]
